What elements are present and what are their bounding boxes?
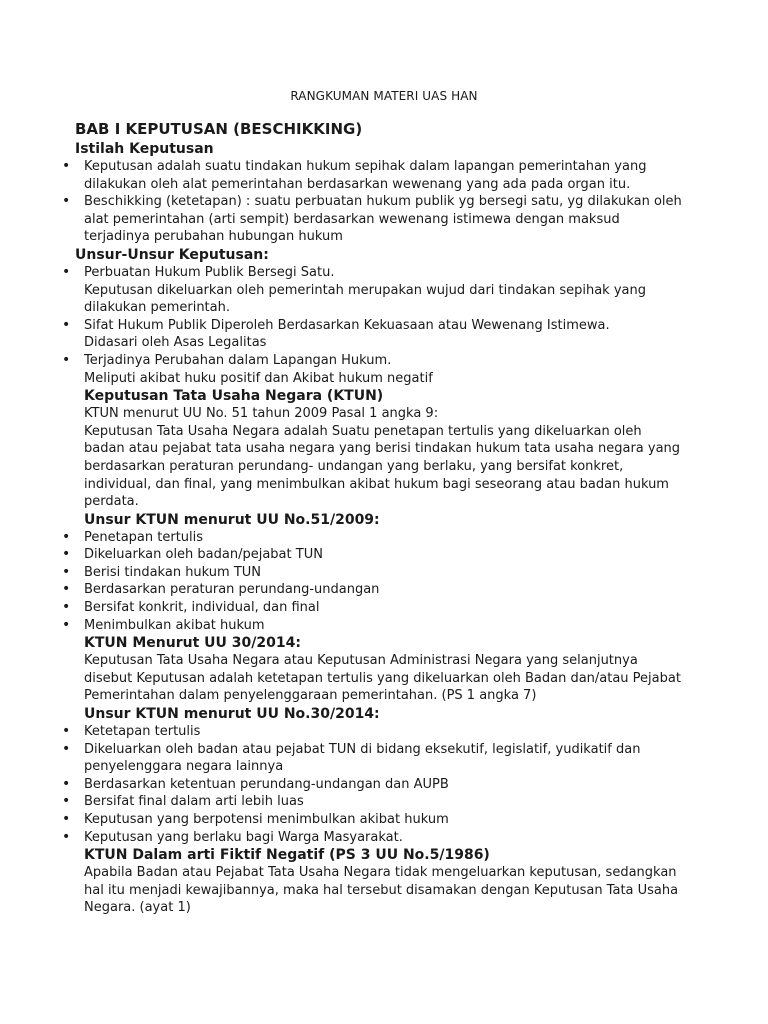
list-item: • Penetapan tertulis bbox=[62, 529, 682, 547]
unsur-2009-list bbox=[62, 529, 682, 635]
fiktif-heading: KTUN Dalam arti Fiktif Negatif (PS 3 UU No.5/1986) bbox=[84, 847, 490, 864]
list-item bbox=[62, 352, 682, 387]
ktun-heading: Keputusan Tata Usaha Negara (KTUN) bbox=[84, 388, 384, 405]
list-item-text: • Terjadinya Perubahan dalam Lapangan Hukum. bbox=[84, 352, 392, 368]
list-item: • Dikeluarkan oleh badan/pejabat TUN bbox=[62, 546, 682, 564]
ktun-line: KTUN menurut UU No. 51 tahun 2009 Pasal 1 angka 9: bbox=[84, 406, 439, 422]
fiktif-paragraph: Apabila Badan atau Pejabat Tata Usaha Negara tidak mengeluarkan keputusan, sedangkan hal itu menjadi kewajibannya, maka hal tersebut disamakan dengan Keputusan Tata Usaha Negara. (ayat 1) bbox=[84, 865, 679, 916]
ktun-2014-heading: KTUN Menurut UU 30/2014: bbox=[84, 635, 301, 652]
unsur-list bbox=[62, 264, 682, 387]
list-item: • Keputusan yang berpotensi menimbulkan akibat hukum bbox=[62, 811, 682, 829]
list-item bbox=[62, 264, 682, 317]
istilah-list bbox=[62, 158, 682, 246]
unsur-2009-heading: Unsur KTUN menurut UU No.51/2009: bbox=[84, 511, 380, 528]
ktun-2014-paragraph: Keputusan Tata Usaha Negara atau Keputusan Administrasi Negara yang selanjutnya disebut Keputusan adalah ketetapan tertulis yang dikeluarkan oleh Badan dan/atau Pejabat Pemerintahan dalam penyelenggaraan pemerintahan. (PS 1 angka 7) bbox=[84, 653, 681, 704]
list-item-note: Didasari oleh Asas Legalitas bbox=[84, 335, 267, 351]
unsur-2014-heading: Unsur KTUN menurut UU No.30/2014: bbox=[84, 706, 380, 723]
list-item: • Bersifat final dalam arti lebih luas bbox=[62, 793, 682, 811]
list-item: • Dikeluarkan oleh badan atau pejabat TUN di bidang eksekutif, legislatif, yudikatif dan penyelenggara negara lainnya bbox=[62, 741, 682, 776]
bab-heading: BAB I KEPUTUSAN (BESCHIKKING) bbox=[75, 120, 363, 138]
list-item: • Menimbulkan akibat hukum bbox=[62, 617, 682, 635]
list-item: • Bersifat konkrit, individual, dan final bbox=[62, 599, 682, 617]
unsur-2014-list bbox=[62, 723, 682, 846]
list-item-text: • Perbuatan Hukum Publik Bersegi Satu. bbox=[84, 264, 335, 280]
list-item: • Berdasarkan peraturan perundang-undangan bbox=[62, 581, 682, 599]
list-item-note: Meliputi akibat huku positif dan Akibat hukum negatif bbox=[84, 370, 433, 386]
list-item bbox=[62, 317, 682, 352]
list-item: • Keputusan yang berlaku bagi Warga Masyarakat. bbox=[62, 829, 682, 847]
unsur-heading: Unsur-Unsur Keputusan: bbox=[75, 246, 269, 263]
document-body bbox=[62, 120, 682, 917]
list-item: • Berisi tindakan hukum TUN bbox=[62, 564, 682, 582]
list-item: • Ketetapan tertulis bbox=[62, 723, 682, 741]
list-item: • Keputusan adalah suatu tindakan hukum sepihak dalam lapangan pemerintahan yang dilakukan oleh alat pemerintahan berdasarkan wewenang yang ada pada organ itu. bbox=[62, 158, 682, 193]
list-item: • Beschikking (ketetapan) : suatu perbuatan hukum publik yg bersegi satu, yg dilakukan oleh alat pemerintahan (arti sempit) berdasarkan wewenang istimewa dengan maksud terjadinya perubahan hubungan hukum bbox=[62, 193, 682, 246]
istilah-heading: Istilah Keputusan bbox=[75, 141, 214, 157]
list-item-text: • Sifat Hukum Publik Diperoleh Berdasarkan Kekuasaan atau Wewenang Istimewa. bbox=[84, 317, 610, 333]
list-item: • Berdasarkan ketentuan perundang-undangan dan AUPB bbox=[62, 776, 682, 794]
document-title: RANGKUMAN MATERI UAS HAN bbox=[290, 89, 478, 103]
list-item-note: Keputusan dikeluarkan oleh pemerintah merupakan wujud dari tindakan sepihak yang dilakukan pemerintah. bbox=[84, 282, 646, 316]
ktun-paragraph: Keputusan Tata Usaha Negara adalah Suatu penetapan tertulis yang dikeluarkan oleh badan atau pejabat tata usaha negara yang berisi tindakan hukum tata usaha negara yang berdasarkan peraturan perundang- undangan yang berlaku, yang bersifat konkret, individual, dan final, yang menimbulkan akibat hukum bagi seseorang atau badan hukum perdata. bbox=[84, 423, 681, 510]
